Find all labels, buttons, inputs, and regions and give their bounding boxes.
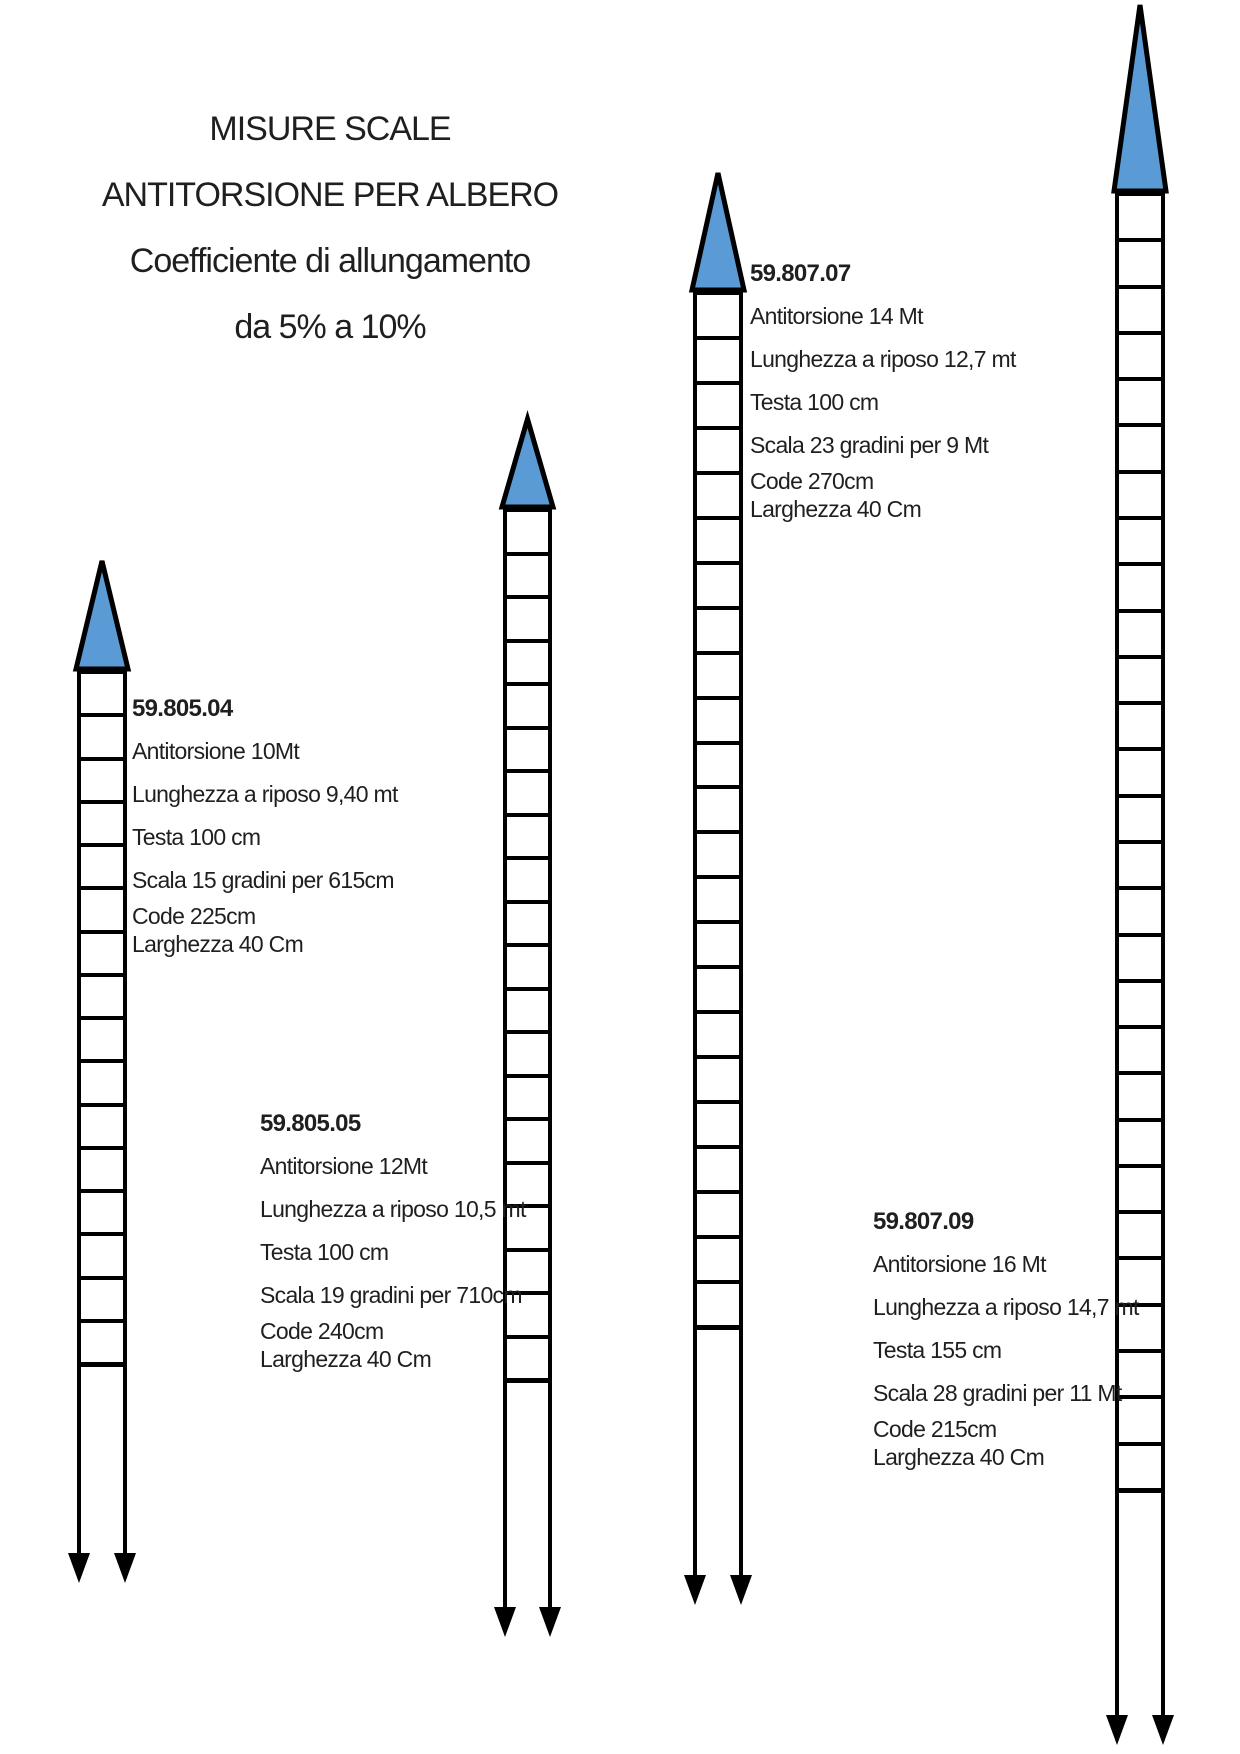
ladder-rung-cell [507,730,548,774]
ladder-rail-right [123,1367,127,1557]
ladder-rung-cell [507,643,548,687]
ladder-rung-cell [81,934,123,977]
ladder-rung-cell [697,340,739,385]
ladder-rung-cell [1119,1075,1161,1121]
ladder-label [260,1102,526,1373]
ladder-rung-cell [81,977,123,1020]
ladder-rung-cell [1119,520,1161,566]
ladder-code: 59.807.07 [750,260,851,287]
ladder-rung-cell [1119,1029,1161,1075]
ladder-rung-cell [697,789,739,834]
ladder-rung-cell [81,1323,123,1362]
ladder-code: 59.807.09 [873,1208,974,1235]
ladder-rung-cell [697,1194,739,1239]
ladder-rungs [693,289,743,1330]
title-line-4: da 5% a 10% [234,308,426,346]
ladder-rung-cell [697,610,739,655]
ladder-rung-cell [507,1034,548,1078]
ladder-spec-line: Larghezza 40 Cm [132,931,304,957]
ladder-rung-cell [1119,196,1161,242]
ladder-rung-cell [1119,242,1161,288]
ladder-rung-cell [697,1104,739,1149]
ladder-rail-left [77,1367,81,1557]
ladder-spec-line: Lunghezza a riposo 12,7 mt [750,346,1016,372]
ladder-rung-cell [1119,381,1161,427]
ladder-rung-cell [507,860,548,904]
ladder-rung-cell [1119,844,1161,890]
arrow-down-icon [68,1553,90,1583]
ladder-spec-line: Scala 28 gradini per 11 Mt [873,1380,1122,1406]
ladder-rung-cell [507,512,548,556]
ladder-label [750,252,1016,523]
ladder-rail-right [739,1330,743,1579]
ladder-label [132,687,398,958]
ladder-rung-cell [81,761,123,804]
ladder-rung-cell [81,674,123,717]
ladder-rung-cell [697,1284,739,1325]
ladder-rung-cell [1119,890,1161,936]
ladder-spec-line: Testa 100 cm [750,389,879,415]
ladder-spec-line: Scala 23 gradini per 9 Mt [750,432,989,458]
ladder-rung-cell [697,385,739,430]
ladder-rung-cell [697,565,739,610]
ladder-rail-right [1161,1493,1165,1719]
ladder-rung-cell [1119,1122,1161,1168]
ladder-rung-cell [1119,751,1161,797]
ladder-rung-cell [697,745,739,790]
ladder-rail-left [503,1383,507,1611]
ladder-rung-cell [1119,659,1161,705]
ladder-rung-cell [81,804,123,847]
ladder-spec-line: Antitorsione 10Mt [132,738,300,764]
ladder-rung-cell [1119,335,1161,381]
ladder-rung-cell [697,520,739,565]
ladder-rail-right [548,1383,552,1611]
ladder-spec-line: Testa 100 cm [260,1239,389,1265]
ladder-rung-cell [81,1020,123,1063]
ladder-rung-cell [81,1150,123,1193]
ladder-rail-left [1115,1493,1119,1719]
ladder-rung-cell [507,686,548,730]
ladder-rung-cell [697,1014,739,1059]
ladder-rung-cell [81,1193,123,1236]
ladder-rung-cell [1119,613,1161,659]
ladder-rung-cell [81,717,123,760]
arrow-down-icon [684,1575,706,1605]
ladder-rung-cell [1119,798,1161,844]
ladder-code: 59.805.05 [260,1110,361,1137]
ladder-rung-cell [507,991,548,1035]
ladder-rung-cell [697,700,739,745]
ladder-rung-cell [697,1239,739,1284]
ladder-rung-cell [81,1280,123,1323]
ladder-rung-cell [81,1107,123,1150]
ladder-label [873,1200,1139,1471]
ladder-spec-line: Lunghezza a riposo 9,40 mt [132,781,398,807]
ladder-spec-line: Code 215cm [873,1416,997,1442]
ladder-rung-cell [697,924,739,969]
ladder-spec-line: Scala 15 gradini per 615cm [132,867,394,893]
ladder-rung-cell [1119,427,1161,473]
ladder-spec-line: Antitorsione 16 Mt [873,1251,1046,1277]
title-line-2: ANTITORSIONE PER ALBERO [101,176,559,214]
ladder-spec-line: Larghezza 40 Cm [873,1444,1045,1470]
ladder-rung-cell [697,969,739,1014]
ladder-rung-cell [1119,937,1161,983]
arrow-down-icon [539,1607,561,1637]
arrow-down-icon [494,1607,516,1637]
title-line-3: Coefficiente di allungamento [129,242,531,280]
ladder-rung-cell [697,834,739,879]
ladder-rung-cell [1119,566,1161,612]
ladder-rung-cell [81,847,123,890]
ladder-spec-line: Code 270cm [750,468,874,494]
ladder-spec-line: Larghezza 40 Cm [750,496,922,522]
ladder-rung-cell [507,773,548,817]
ladder-rungs [77,668,127,1367]
ladder-rung-cell [507,947,548,991]
ladder-spec-line: Antitorsione 12Mt [260,1153,428,1179]
ladder-rung-cell [697,1149,739,1194]
ladder-top-triangle [498,416,557,510]
ladder-rung-cell [697,295,739,340]
ladder-spec-line: Scala 19 gradini per 710cm [260,1282,522,1308]
title-block [100,96,560,360]
ladder-rung-cell [697,430,739,475]
title-line-1: MISURE SCALE [209,110,451,148]
ladder-spec-line: Code 225cm [132,903,256,929]
ladder-rung-cell [1119,474,1161,520]
ladder-rung-cell [507,904,548,948]
ladder-spec-line: Code 240cm [260,1318,384,1344]
ladder-rung-cell [507,817,548,861]
ladder-spec-line: Lunghezza a riposo 10,5 mt [260,1196,526,1222]
ladder-spec-line: Testa 155 cm [873,1337,1002,1363]
ladder-rung-cell [697,1059,739,1104]
ladder-rail-left [693,1330,697,1579]
arrow-down-icon [1152,1715,1174,1745]
ladder-rung-cell [81,1063,123,1106]
ladder-rung-cell [81,1236,123,1279]
ladder-spec-line: Antitorsione 14 Mt [750,303,923,329]
ladder-rung-cell [697,655,739,700]
ladder-top-triangle [688,170,748,293]
ladder-top-triangle [72,558,132,672]
arrow-down-icon [730,1575,752,1605]
ladder-rung-cell [697,475,739,520]
ladder-rung-cell [507,599,548,643]
ladder-code: 59.805.04 [132,695,233,722]
arrow-down-icon [114,1553,136,1583]
ladder-top-triangle [1110,2,1170,194]
ladder-spec-line: Lunghezza a riposo 14,7 mt [873,1294,1139,1320]
ladder-spec-line: Testa 100 cm [132,824,261,850]
ladder-rung-cell [1119,705,1161,751]
arrow-down-icon [1106,1715,1128,1745]
ladder-spec-line: Larghezza 40 Cm [260,1346,432,1372]
ladder-rung-cell [1119,983,1161,1029]
ladder-rung-cell [1119,289,1161,335]
ladder-rung-cell [697,879,739,924]
ladder-rung-cell [81,890,123,933]
ladder-rung-cell [507,556,548,600]
